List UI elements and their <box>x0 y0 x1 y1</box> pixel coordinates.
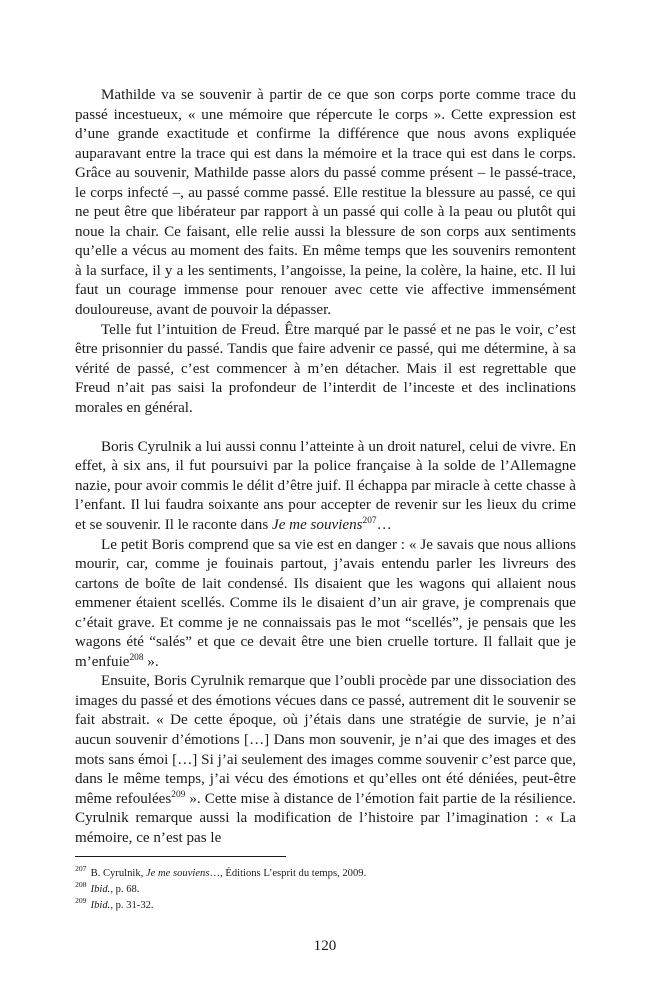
para-cyrulnik-intro: Boris Cyrulnik a lui aussi connu l’atteinte à un droit naturel, celui de vivre. En effet, à six ans, il fut poursuivi par la police française à la solde de l’Allemagne nazie, pour avoir commis le délit d’être juif. Il échappa par miracle à cette chasse à l’enfant. Il lui faudra soixante ans pour accepter de revenir sur les lieux du crime et se souvenir. Il le raconte dans Je me souviens$^{207}$… <box>75 438 576 533</box>
footnote-209: $^{209}$ Ibid., p. 31-32. <box>75 896 154 911</box>
page-number: 120 <box>313 938 337 954</box>
para-ensuite: Ensuite, Boris Cyrulnik remarque que l’oubli procède par une dissociation des images du passé et des émotions vécues dans ce passé, autrement dit le souvenir se fait abstrait. « De cette époque, où j’étais dans une stratégie de survie, je n’ai aucun souvenir d’émotions […] Dans mon souvenir, je n’ai que des images et des mots sans émoi […] Si j’ai seulement des images comme souvenir c’est parce que, dans le même temps, j’ai vécu des émotions et qu’elles ont été déniées, peut-être même refoulées$^{209}$ ». Cette mise à distance de l’émotion fait partie de la résilience. Cyrulnik remarque aussi la modification de l’histoire par l’imagination : « La mémoire, ce n’est pas le <box>75 673 577 846</box>
italic-title: Ibid. <box>87 883 111 895</box>
para-freud: Telle fut l’intuition de Freud. Être marqué par le passé et ne pas le voir, c’est être prisonnier du passé. Tandis que faire advenir ce passé, qui me détermine, à sa vérité de passé, c’est commencer à m’en détacher. Mais il est regrettable que Freud n’ait pas saisi la profondeur de l’interdit de l’inceste et des inclinations morales en général. <box>75 321 576 416</box>
footnote-reference-207[interactable]: 207 <box>362 515 377 526</box>
footnote-marker-208[interactable]: 208 <box>75 880 87 890</box>
para-petit-boris: Le petit Boris comprend que sa vie est en danger : « Je savais que nous allions mourir, car, comme je fouinais partout, j’avais entendu parler les livreurs des cartons de boîte de lait condensé. Ils disaient que les wagons qui allaient nous emmener étaient scellés. Comme ils le disaient d’un air grave, je comprenais que c’était grave. Et comme je ne connaissais pas le mot “scellés”, je pensais que les wagons été “salés” et que ce devait être une bien cruelle torture. Il fallait que je m’enfuie$^{208}$ ». <box>75 536 576 670</box>
footnote-reference-209[interactable]: 209 <box>171 789 186 800</box>
italic-title: Ibid. <box>87 899 111 911</box>
italic-title: Je me souviens <box>145 868 210 879</box>
italic-title: Je me souviens <box>272 516 363 533</box>
footnote-marker-207[interactable]: 207 <box>75 864 87 874</box>
footnote-marker-209[interactable]: 209 <box>75 896 87 906</box>
body-text-block <box>75 86 576 848</box>
footnote-area <box>75 856 576 914</box>
footnote-reference-208[interactable]: 208 <box>129 652 144 663</box>
footnote-list <box>75 866 576 914</box>
footnote-separator-rule <box>75 856 286 857</box>
para-mathilde: Mathilde va se souvenir à partir de ce que son corps porte comme trace du passé incestueux, « une mémoire que répercute le corps ». Cette expression est d’une grande exactitude et confirme la différence que nous avons expliquée auparavant entre la trace qui est dans la mémoire et la trace qui est dans le corps. Grâce au souvenir, Mathilde passe alors du passé comme présent – le passé-trace, le corps infecté –, au passé comme passé. Elle restitue la blessure au passé, ce qui ne peut être que libérateur par rapport à un passé qui colle à la peau ou plutôt qui noue la chair. Ce faisant, elle relie aussi la blessure de son corps aux sentiments qu’elle a vécus au moment des faits. En même temps que les souvenirs remontent à la surface, il y a les sentiments, l’angoisse, la peine, la colère, la haine, etc. Il lui faut un courage immense pour renouer avec cette vie affective immensément douloureuse, avant de pouvoir la dépasser. <box>75 87 576 319</box>
footnote-207: $^{207}$ B. Cyrulnik, Je me souviens…, Éditions L’esprit du temps, 2009. <box>75 864 367 879</box>
footnote-208: $^{208}$ Ibid., p. 68. <box>75 880 140 895</box>
